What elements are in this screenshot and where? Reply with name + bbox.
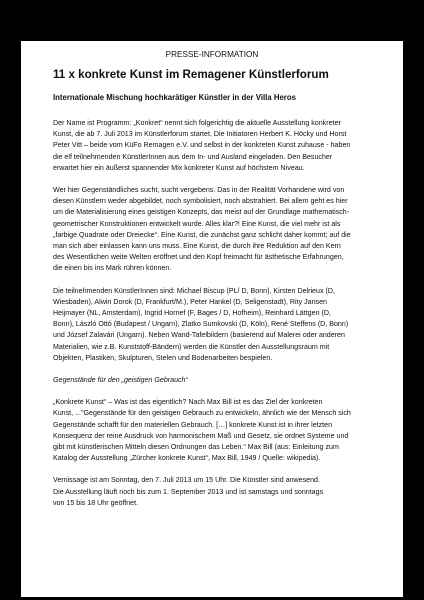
text-line: diesen Künstlern weder abgebildet, noch symbolisiert, noch abstrahiert. Bei allem geht es hier <box>53 197 348 206</box>
text-line: um die Materialisierung eines geistigen Konzepts, das meist auf der Grundlage mathematisch- <box>53 208 350 217</box>
text-line: erwartet hier ein äußerst spannender Mix konkreter Kunst auf höchstem Niveau. <box>53 163 305 172</box>
text-line: die einen bis ins Mark rühren können. <box>53 264 172 273</box>
text-line: von 15 bis 18 Uhr geöffnet. <box>53 498 139 507</box>
paragraph-list <box>53 118 375 509</box>
text-line: Der Name ist Programm: „Konkret“ nennt sich folgerichtig die aktuelle Ausstellung konkreter <box>53 119 341 127</box>
paragraph-dates <box>53 475 375 509</box>
text-line: Katalog der Ausstellung „Zürcher konkrete Kunst“, Max Bill, 1949 / Quelle: wikipedia). <box>53 454 321 463</box>
text-line: Die Ausstellung läuft noch bis zum 1. September 2013 und ist samstags und sonntags <box>53 487 324 496</box>
text-line: die elf teilnehmenden KünstlerInnen aus dem In- und Ausland eingeladen. Den Besucher <box>53 152 333 161</box>
document-subtitle: Internationale Mischung hochkarätiger Künstler in der Villa Heros <box>53 93 296 102</box>
text-line: Konsequenz der reine Ausdruck von harmonischem Maß und Gesetz, sie ordnet Systeme und <box>53 431 349 440</box>
text-line: gibt mit künstlerischen Mitteln diesen Ordnungen das Leben.“ Max Bill (aus: Einleitung zum <box>53 443 339 452</box>
text-line: Heijmayer (NL, Amsterdam), Ingrid Hornef (F, Bages / D, Hofheim), Reinhard Lättgen (D, <box>53 309 331 318</box>
paragraph-artists <box>53 286 375 364</box>
paragraph-concept <box>53 185 375 275</box>
text-line: Gegenstände schafft für den materiellen Gebrauch. […] konkrete Kunst ist in ihrer letzten <box>53 420 333 429</box>
text-line: Vernissage ist am Sonntag, den 7. Juli 2013 um 15 Uhr. Die Künstler sind anwesend. <box>53 476 320 485</box>
text-line: „farbige Quadrate oder Dreiecke“. Eine Kunst, die zunächst ganz schlicht daher kommt; auf die <box>53 230 351 239</box>
text-line: Gegenstände für den „geistigen Gebrauch“ <box>53 376 188 385</box>
text-line: Materialien, wie z.B. Kunststoff-Bändern) werden die Künstler den Ausstellungsraum mit <box>53 342 330 351</box>
text-line: Kunst, ..."Gegenstände für den geistigen Gebrauch zu entwickeln, ähnlich wie der Mensch sich <box>53 409 351 418</box>
text-line: Wer hier Gegenständliches sucht, sucht vergebens. Das in der Realität Vorhandene wird von <box>53 186 345 195</box>
text-line: Die teilnehmenden KünstlerInnen sind: Michael Biscup (PL/ D, Bonn), Kirsten Delrieux (D, <box>53 286 335 295</box>
text-line: man sich aber einlassen kann uns muss. Eine Kunst, die durch ihre Reduktion auf den Kern <box>53 242 341 251</box>
text-line: Kunst, die ab 7. Juli 2013 im Künstlerforum startet. Die Initiatoren Herbert K. Höcky und Horst <box>53 130 347 139</box>
text-line: Wiesbaden), Alwin Dorok (D, Frankfurt/M.), Peter Hankel (D, Seligenstadt), Rity Jansen <box>53 297 327 306</box>
text-line: und József Zalavári (Ungarn). Neben Wand-Tafelbildern (basierend auf Malerei oder anderen <box>53 331 345 340</box>
document-page <box>21 41 403 597</box>
press-header-label: PRESSE-INFORMATION <box>165 50 259 59</box>
section-heading <box>53 375 375 386</box>
document-title: 11 x konkrete Kunst im Remagener Künstlerforum <box>53 68 329 81</box>
text-line: Peter Vitt – beide vom KüFo Remagen e.V. und selbst in der konkreten Kunst zuhause - haben <box>53 141 351 150</box>
text-line: „Konkrete Kunst“ – Was ist das eigentlich? Nach Max Bill ist es das Ziel der konkreten <box>53 398 323 407</box>
text-line: Bonn), László Ottó (Budapest / Ungarn), Zlatko Sumkovski (D, Köln), René Steffens (D, Bonn) <box>53 320 349 329</box>
text-line: Objekten, Plastiken, Skulpturen, Stelen und Bodenarbeiten bespielen. <box>53 353 273 362</box>
text-line: des Wesentlichen weite Welten eröffnet und den Kopf freimacht für ästhetische Erfahrungen, <box>53 253 344 262</box>
paragraph-quote <box>53 397 375 464</box>
document-body <box>53 68 375 509</box>
paragraph-intro <box>53 118 375 174</box>
text-line: geometrischer Konstruktionen entwickelt wurde. Alles klar?! Eine Kunst, die viel mehr ist als <box>53 219 341 228</box>
